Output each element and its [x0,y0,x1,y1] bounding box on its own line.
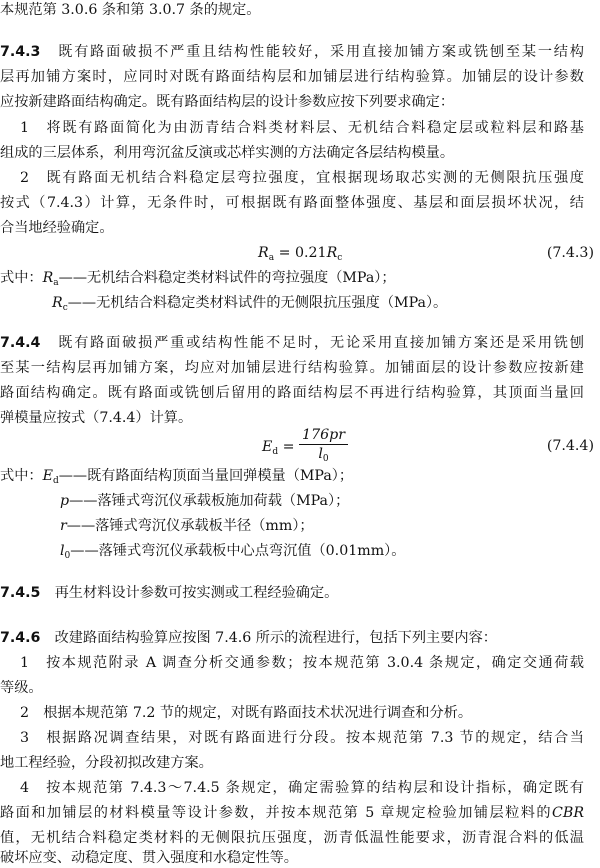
item-1-line-2: 组成的三层体系，利用弯沉盆反演或芯样实测的方法确定各层结构模量。 [0,145,455,161]
r-definition: ——落锤式弯沉仪承载板半径（mm）； [66,518,314,534]
den-symbol-l: l [318,446,323,462]
where-ra [0,268,396,293]
def-symbol-e: E [42,468,53,484]
def-sub-d: d [52,476,59,486]
section-7-4-5-text: 再生材料设计参数可按实测或工程经验确定。 [54,585,339,601]
equation-7-4-4 [262,426,348,468]
eq-symbol-r: R [258,245,269,261]
section-7-4-3-text-1: 既有路面破损不严重且结构性能较好，采用直接加铺方案或铣刨至某一结构 [58,44,584,60]
section-7-4-5 [0,583,338,603]
def-symbol-p: p [60,493,70,509]
where-p [60,491,349,511]
section-7-4-3-line-1 [0,42,584,62]
section-number-7-4-3: 7.4.3 [0,44,41,60]
section-7-4-4-line-1 [0,333,584,353]
l0-definition: ——落锤式弯沉仪承载板中心点弯沉值（0.01mm）。 [70,543,406,559]
ra-definition: ——无机结合料稳定类材料试件的弯拉强度（MPa）； [58,270,396,286]
item-746-3-line-2: 地工程经验，分段初拟改建方案。 [0,755,213,771]
fraction [299,426,348,468]
def-symbol-r-small: r [60,518,67,534]
item-746-4-line-4: 破坏应变、动稳定度、贯入强度和水稳定性等。 [0,850,298,866]
eq-equals: = [278,439,295,455]
cbr-term: CBR [552,805,584,821]
def-symbol-l: l [60,543,65,559]
item-2-line-1: 2 既有路面无机结合料稳定层弯拉强度，宜根据现场取芯实测的无侧限抗压强度 [20,170,584,186]
section-7-4-3-line-2: 层再加铺方案时，应同时对既有路面结构层和加铺层进行结构验算。加铺层的设计参数 [0,69,584,85]
continuation-line: 本规范第 3.0.6 条和第 3.0.7 条的规定。 [0,2,261,18]
eq-coefficient: = 0.21 [274,245,327,261]
item-746-4-line-2-text: 路面和加铺层的材料模量等设计参数，并按本规范第 5 章规定检验加铺层粒料的 [0,805,553,821]
eq-sub-d: d [272,447,279,457]
item-746-4-line-2 [0,803,584,823]
section-number-7-4-5: 7.4.5 [0,585,41,601]
rc-definition: ——无机结合料稳定类材料试件的无侧限抗压强度（MPa）。 [67,295,448,311]
ed-definition: ——既有路面结构顶面当量回弹模量（MPa）； [58,468,354,484]
item-746-4-line-3: 值，无机结合料稳定类材料的无侧限抗压强度，沥青低温性能要求，沥青混合料的低温 [0,830,584,846]
equation-number-7-4-3: (7.4.3) [546,245,594,261]
section-7-4-4-text-1: 既有路面破损严重或结构性能不足时，无论采用直接加铺方案还是采用铣刨 [58,335,584,351]
section-7-4-6-line-1 [0,628,497,648]
item-1-line-1: 1 将既有路面简化为由沥青结合料类材料层、无机结合料稳定层或粒料层和路基 [20,120,584,136]
where-ed [0,466,353,491]
eq-symbol-e: E [262,439,273,455]
where-label: 式中： [0,270,43,286]
where-l0 [60,541,405,566]
def-sub-c: c [62,303,68,313]
section-7-4-3-line-3: 应按新建路面结构确定。既有路面结构层的设计参数应按下列要求确定： [0,94,455,110]
equation-7-4-3 [258,243,342,268]
where-label-2: 式中： [0,468,43,484]
item-746-1-line-1: 1 按本规范附录 A 调查分析交通参数；按本规范第 3.0.4 条规定，确定交通荷载 [20,655,584,671]
item-2-line-2: 按式（7.4.3）计算，无条件时，可根据既有路面整体强度、基层和面层损坏状况，结 [0,195,584,211]
equation-number-7-4-4: (7.4.4) [546,438,594,454]
fraction-numerator: 176pr [299,426,348,445]
section-7-4-4-line-3: 路面结构确定。既有路面或铣刨后留用的路面结构层不再进行结构验算，其顶面当量回 [0,385,584,401]
eq-sub-a: a [268,253,275,263]
item-746-4-line-1: 4 按本规范第 7.4.3～7.4.5 条规定，确定需验算的结构层和设计指标，确定既有 [20,780,584,796]
item-746-2: 2 根据本规范第 7.2 节的规定，对既有路面技术状况进行调查和分析。 [20,705,473,721]
item-2-line-3: 合当地经验确定。 [0,220,114,236]
eq-symbol-r2: R [326,245,338,261]
item-746-3-line-1: 3 根据路况调查结果，对既有路面进行分段。按本规范第 7.3 节的规定，结合当 [20,730,584,746]
section-7-4-6-text-1: 改建路面结构验算应按图 7.4.6 所示的流程进行，包括下列主要内容： [54,630,497,646]
fraction-denominator [299,445,348,468]
section-7-4-4-line-2: 至某一结构层再加铺方案，均应对加铺层进行结构验算。加铺面层的设计参数应按新建 [0,360,584,376]
item-746-1-line-2: 等级。 [0,680,43,696]
where-r [60,516,314,536]
eq-sub-c: c [337,253,343,263]
section-7-4-4-line-4: 弹模量应按式（7.4.4）计算。 [0,410,193,426]
p-definition: ——落锤式弯沉仪承载板施加荷载（MPa）； [69,493,350,509]
def-symbol-r: R [42,270,54,286]
def-sub-0: 0 [64,551,71,561]
section-number-7-4-4: 7.4.4 [0,335,41,351]
def-sub-a: a [53,278,59,288]
den-sub-0: 0 [322,454,329,464]
def-symbol-r2: R [52,295,63,311]
section-number-7-4-6: 7.4.6 [0,630,41,646]
where-rc [52,293,447,318]
